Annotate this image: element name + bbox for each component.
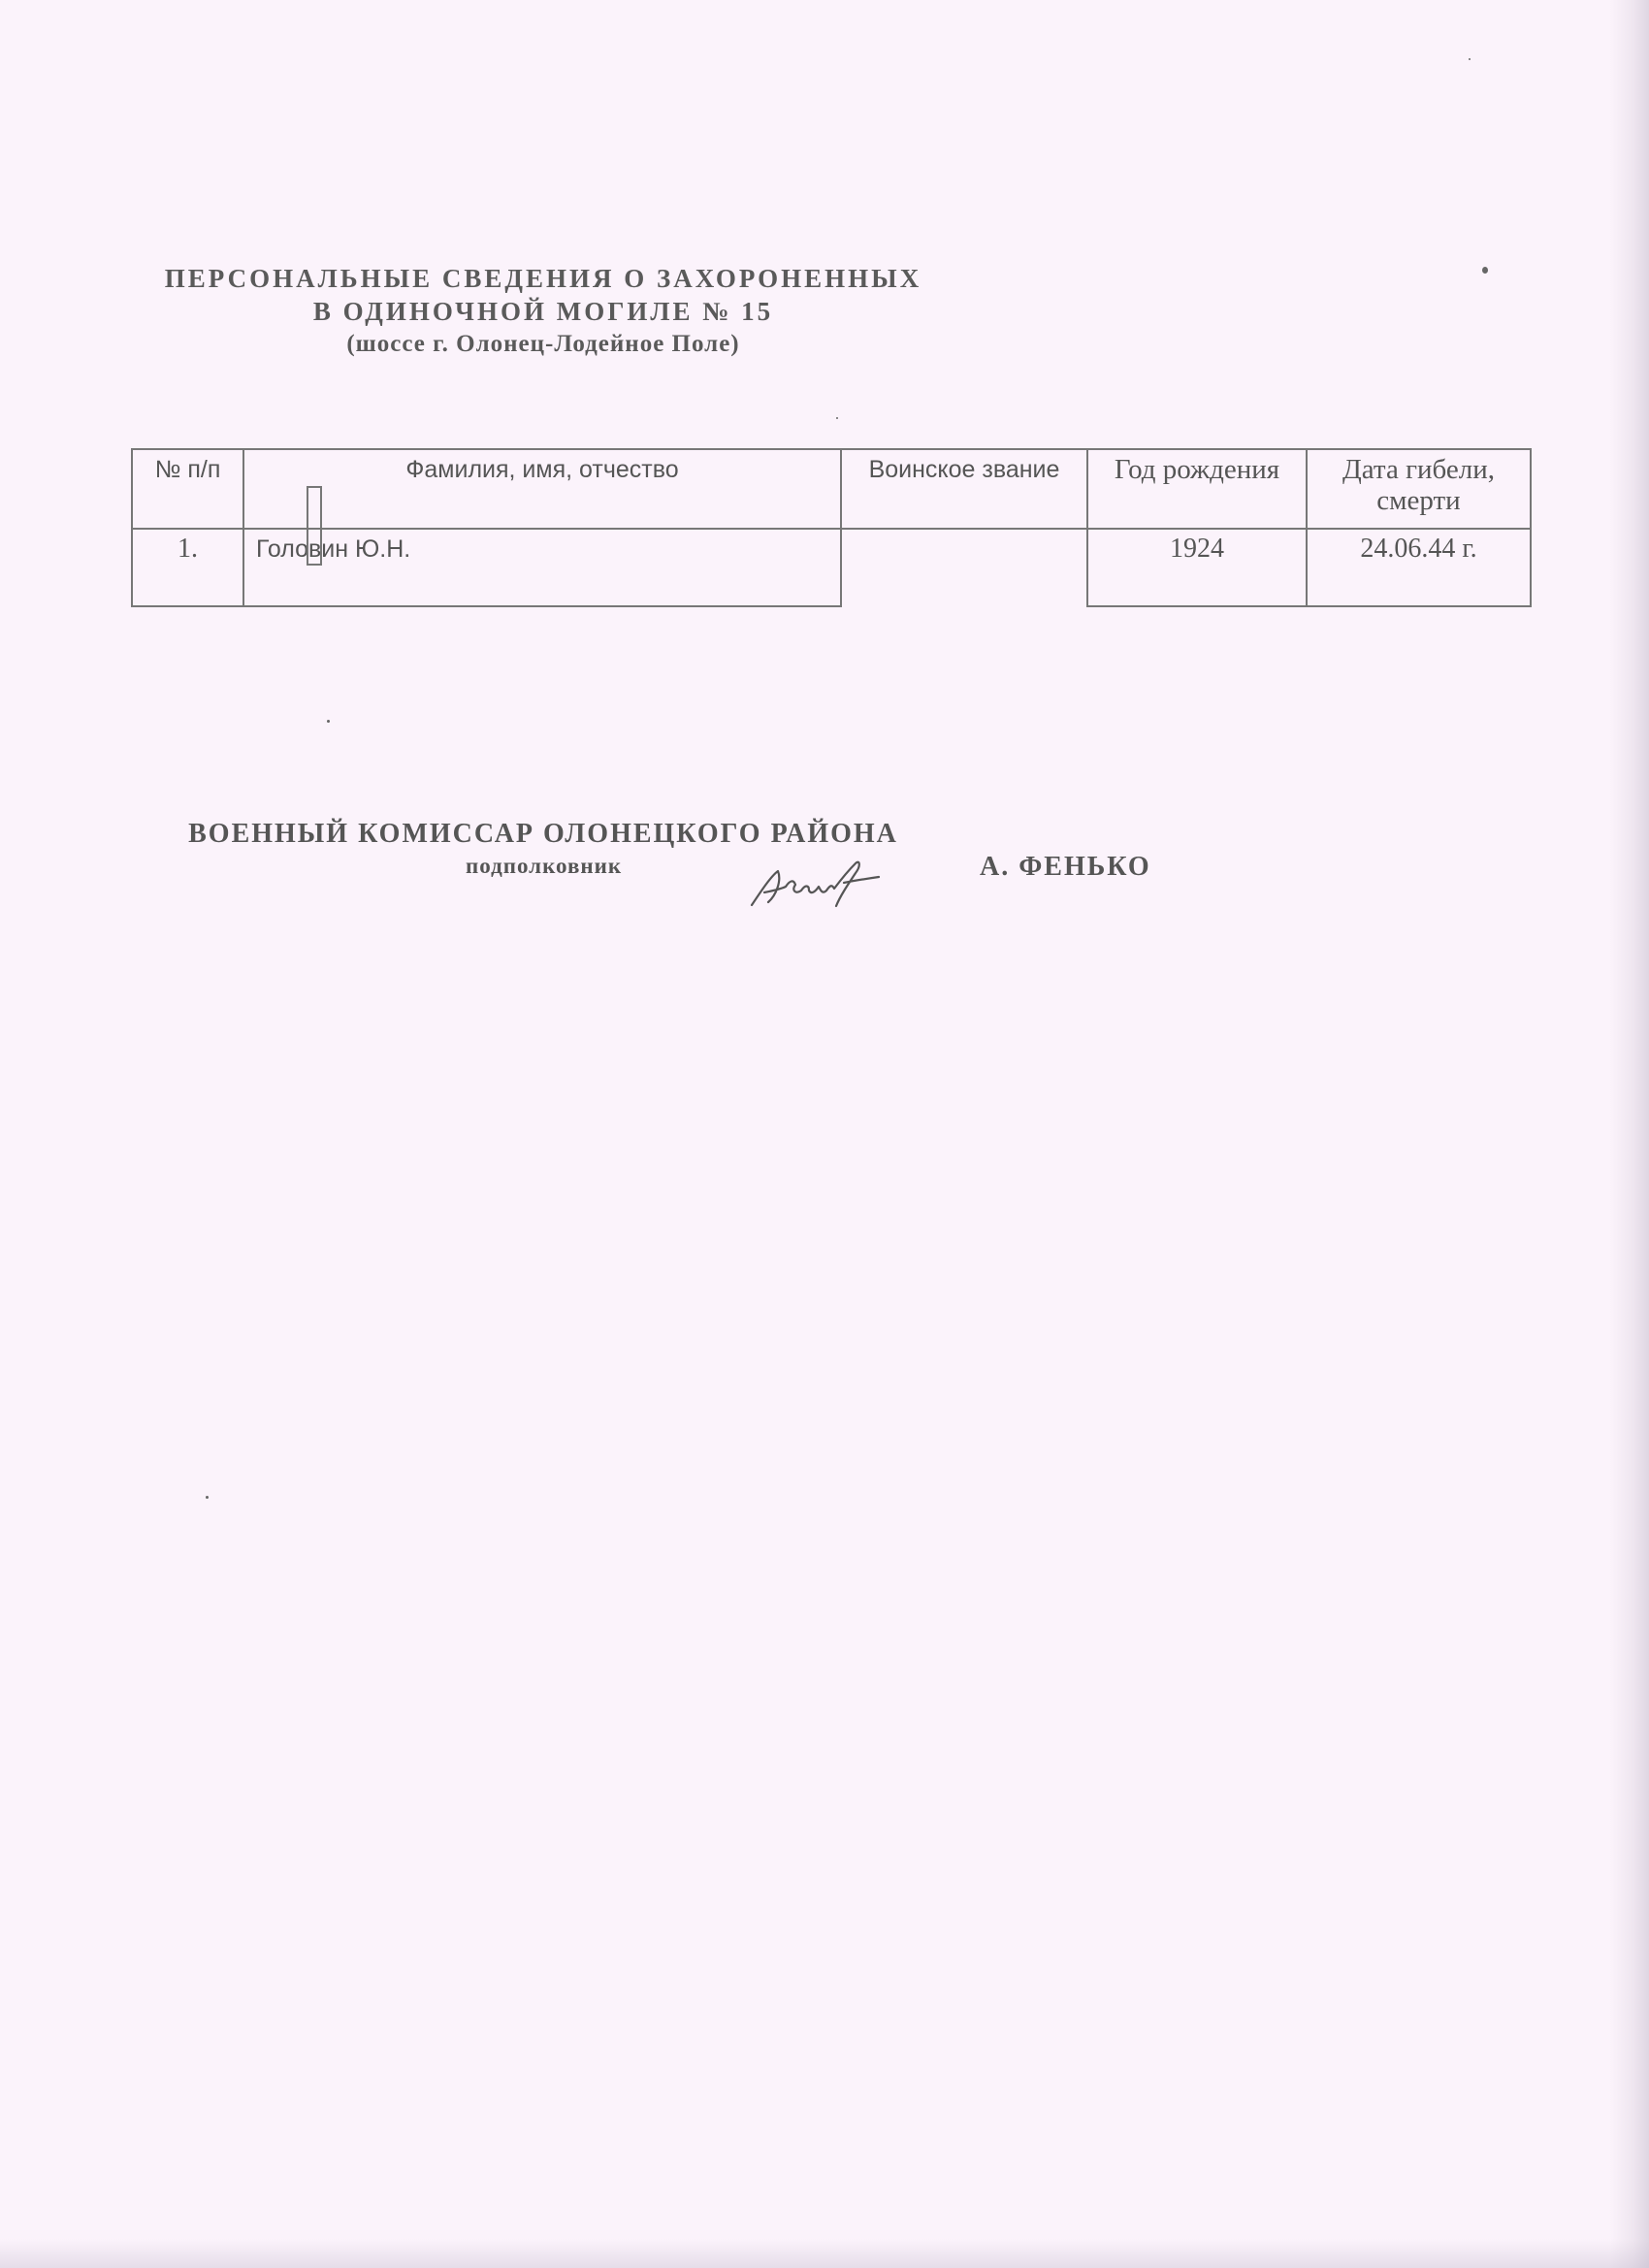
cell-num: 1. [132, 529, 243, 606]
header-year: Год рождения [1087, 449, 1307, 529]
header-name: Фамилия, имя, отчество [243, 449, 841, 529]
burial-table [131, 448, 1532, 607]
document-title [164, 262, 1358, 361]
signature-block [188, 817, 1358, 882]
commissar-title: ВОЕННЫЙ КОМИССАР ОЛОНЕЦКОГО РАЙОНА [188, 819, 898, 849]
scan-speck [327, 720, 330, 723]
scan-edge-shadow [1610, 0, 1649, 2268]
title-line-3: (шоссе г. Олонец-Лодейное Поле) [346, 331, 740, 357]
signer-rank: подполковник [466, 854, 623, 878]
header-num: № п/п [132, 449, 243, 529]
title-line-1: ПЕРСОНАЛЬНЫЕ СВЕДЕНИЯ О ЗАХОРОНЕННЫХ [164, 264, 922, 293]
scan-speck [1469, 58, 1471, 60]
cell-date: 24.06.44 г. [1307, 529, 1531, 606]
title-line-2: В ОДИНОЧНОЙ МОГИЛЕ № 15 [312, 297, 774, 326]
cell-rank [307, 486, 322, 566]
signer-name: А. ФЕНЬКО [980, 852, 1151, 882]
header-date: Дата гибели, смерти [1307, 449, 1531, 529]
cell-name: Головин Ю.Н. [243, 529, 841, 606]
handwritten-signature [747, 852, 892, 920]
table-row [132, 529, 1531, 606]
table-header-row [132, 449, 1531, 529]
cell-year: 1924 [1087, 529, 1307, 606]
scan-speck [836, 417, 838, 419]
scan-bottom-shadow [0, 2239, 1649, 2268]
scan-speck [206, 1496, 209, 1499]
scan-speck [1482, 267, 1488, 274]
header-rank: Воинское звание [841, 449, 1087, 529]
